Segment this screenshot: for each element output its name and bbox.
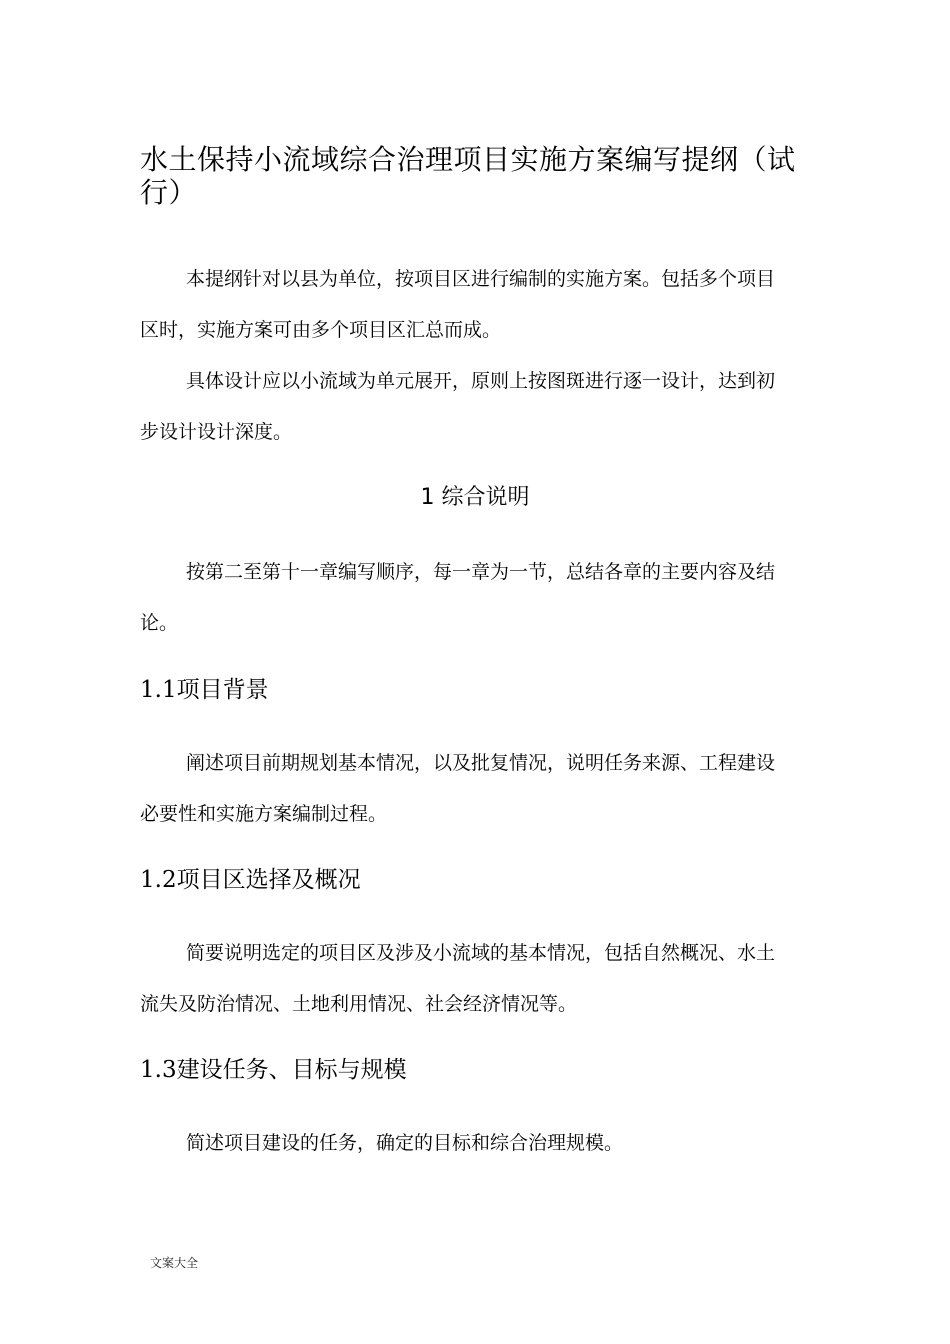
section-1-3-paragraph-text: 简述项目建设的任务，确定的目标和综合治理规模。 xyxy=(186,1132,624,1154)
chapter-1-paragraph xyxy=(140,547,790,649)
section-1-2-paragraph-text: 简要说明选定的项目区及涉及小流域的基本情况，包括自然概况、水土流失及防治情况、土地利用情况、社会经济情况等。 xyxy=(140,942,776,1015)
document-title: 水土保持小流域综合治理项目实施方案编写提纲（试行） xyxy=(140,143,796,209)
intro-paragraph-1 xyxy=(140,254,790,356)
page-footer: 文案大全 xyxy=(150,1256,199,1270)
section-1-1-heading: 1.1项目背景 xyxy=(140,677,269,703)
section-1-1-paragraph xyxy=(140,738,790,840)
section-1-3-paragraph xyxy=(140,1118,790,1169)
intro-paragraph-1-text: 本提纲针对以县为单位，按项目区进行编制的实施方案。包括多个项目区时，实施方案可由多个项目区汇总而成。 xyxy=(140,268,776,341)
intro-paragraph-2 xyxy=(140,356,790,458)
section-1-2-heading: 1.2项目区选择及概况 xyxy=(140,867,361,893)
section-1-3-heading: 1.3建设任务、目标与规模 xyxy=(140,1057,407,1083)
section-1-1-paragraph-text: 阐述项目前期规划基本情况，以及批复情况，说明任务来源、工程建设必要性和实施方案编制过程。 xyxy=(140,752,776,825)
intro-paragraph-2-text: 具体设计应以小流域为单元展开，原则上按图斑进行逐一设计，达到初步设计设计深度。 xyxy=(140,370,776,443)
section-1-2-paragraph xyxy=(140,928,790,1030)
chapter-1-paragraph-text: 按第二至第十一章编写顺序，每一章为一节，总结各章的主要内容及结论。 xyxy=(140,561,776,634)
chapter-1-heading: 1 综合说明 xyxy=(420,485,530,510)
